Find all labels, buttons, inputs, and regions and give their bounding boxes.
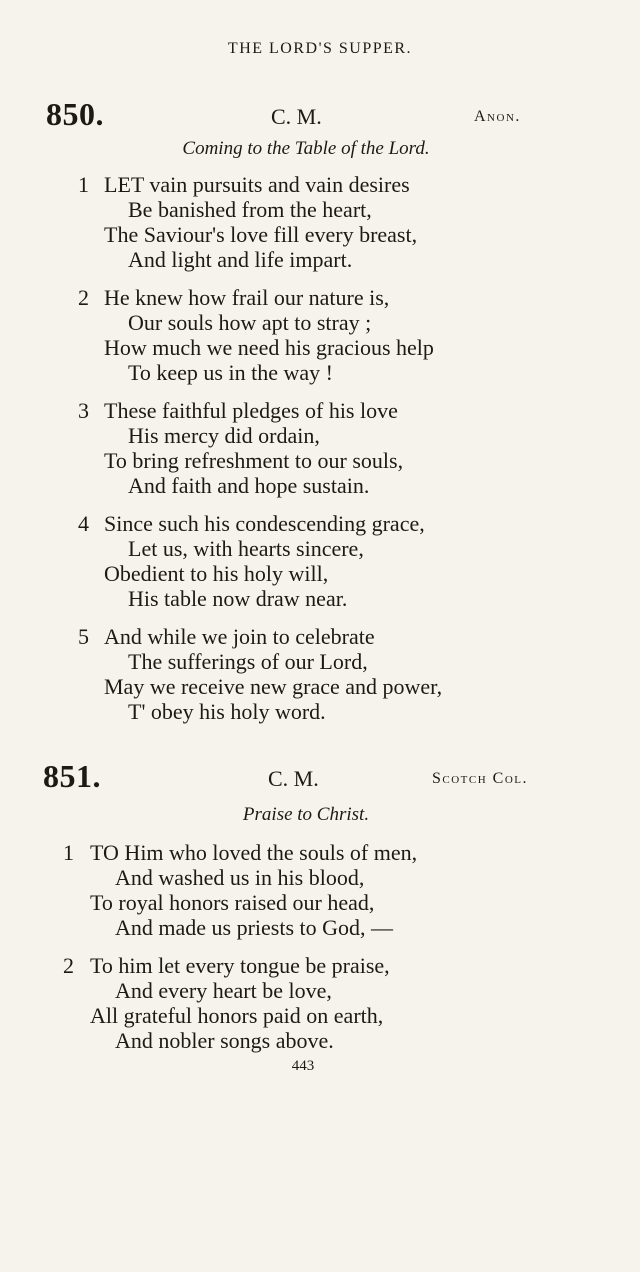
hymn-meter: C. M. <box>271 104 322 129</box>
verse-line: And nobler songs above. <box>115 1028 334 1053</box>
verse-line: To him let every tongue be praise, <box>90 953 390 978</box>
verse-line: TO Him who loved the souls of men, <box>90 840 418 865</box>
verse-line: And washed us in his blood, <box>115 865 365 890</box>
verse-line: To bring refreshment to our souls, <box>104 448 404 473</box>
verse-line: The sufferings of our Lord, <box>128 649 368 674</box>
verse-line: And while we join to celebrate <box>104 624 375 649</box>
verse-line: To royal honors raised our head, <box>90 890 375 915</box>
verse-line: And faith and hope sustain. <box>128 473 370 498</box>
verse-line: Be banished from the heart, <box>128 197 372 222</box>
stanza-number: 2 <box>63 953 74 978</box>
verse-line: T' obey his holy word. <box>128 699 326 724</box>
hymn-meter: C. M. <box>268 766 319 791</box>
stanza-number: 5 <box>78 624 89 649</box>
verse-line: And made us priests to God, — <box>115 915 394 940</box>
verse-line: LET vain pursuits and vain desires <box>104 172 410 197</box>
verse-line: Our souls how apt to stray ; <box>128 310 372 335</box>
hymn-author: Anon. <box>474 108 521 125</box>
running-head: THE LORD'S SUPPER. <box>227 40 413 57</box>
verse-line: He knew how frail our nature is, <box>104 285 390 310</box>
verse-line: His mercy did ordain, <box>128 423 320 448</box>
verse-line: Let us, with hearts sincere, <box>128 536 364 561</box>
verse-line: To keep us in the way ! <box>128 360 333 385</box>
hymn-number: 851. <box>43 758 101 794</box>
verse-line: The Saviour's love fill every breast, <box>104 222 418 247</box>
verse-line: And light and life impart. <box>128 247 353 272</box>
hymn-author: Scotch Col. <box>432 770 529 787</box>
page-number: 443 <box>291 1058 315 1074</box>
stanza-number: 1 <box>63 840 74 865</box>
stanza-number: 4 <box>78 511 89 536</box>
hymn-title: Praise to Christ. <box>242 804 370 825</box>
verse-line: Since such his condescending grace, <box>104 511 425 536</box>
verse-line: His table now draw near. <box>128 586 348 611</box>
hymn-number: 850. <box>46 96 104 132</box>
verse-line: All grateful honors paid on earth, <box>90 1003 384 1028</box>
verse-line: May we receive new grace and power, <box>104 674 443 699</box>
stanza-number: 3 <box>78 398 89 423</box>
verse-line: How much we need his gracious help <box>104 335 434 360</box>
hymn-header <box>0 758 640 798</box>
hymn-title: Coming to the Table of the Lord. <box>182 138 430 159</box>
hymn-header <box>0 96 640 136</box>
verse-line: These faithful pledges of his love <box>104 398 398 423</box>
stanza-number: 1 <box>78 172 89 197</box>
verse-line: Obedient to his holy will, <box>104 561 329 586</box>
stanza-number: 2 <box>78 285 89 310</box>
verse-line: And every heart be love, <box>115 978 332 1003</box>
